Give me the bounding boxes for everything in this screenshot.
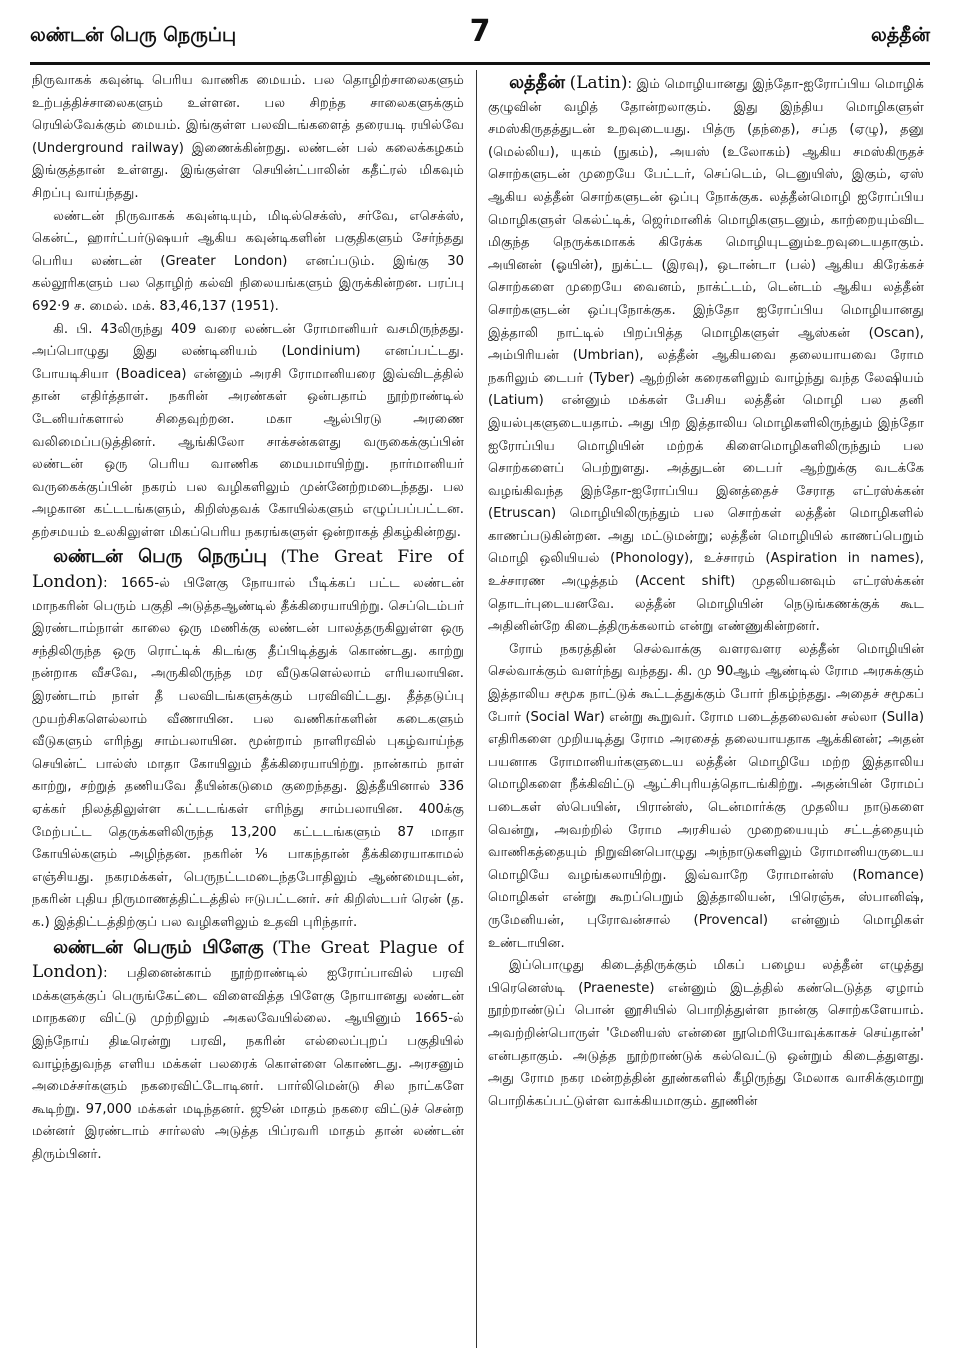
left-column: [32, 70, 464, 1352]
column-divider: [476, 70, 477, 1348]
running-head-right: லத்தீன்: [871, 24, 930, 46]
running-head-left: லண்டன் பெரு நெருப்பு: [30, 24, 237, 46]
header-rule: [30, 62, 930, 65]
paragraph: ரோம் நகரத்தின் செல்வாக்கு வளரவளர லத்தீன் மொழியின் செல்வாக்கும் வளர்ந்து வந்தது. கி. மு 90ஆம் ஆண்டில் ரோம அரசுக்கும் இத்தாலிய சமூக நாட்டுக் கூட்டத்துக்கும் போர் நிகழ்ந்தது. அதைச் சமூகப் போர் (Social War) என்று கூறுவர். ரோம படைத்தலைவன் சல்லா (Sulla) எதிரிகளை முறியடித்து ரோம அரசைத் தலையாயதாக ஆக்கினன்; அதன் பயனாக ரோமானியர்களுடைய லத்தீன் மொழியே மற்ற இத்தாலிய மொழிகளை நீக்கிவிட்டு ஆட்சிபுரியத்தொடங்கிற்று. அதன்பின் ரோமப் படைகள் ஸ்பெயின், பிரான்ஸ், டென்மார்க்கு முதலிய நாடுகளை வென்று, அவற்றில் ரோம அரசியல் முறையையும் சட்டத்தையும் வாணிகத்தையும் நிறுவினபொழுது அந்நாடுகளிலும் ரோமானியருடைய மொழியே வழங்கலாயிற்று. இவ்வாறே ரோமான்ஸ் (Romance) மொழிகள் என்று கூறப்பெறும் இத்தாலியன், பிரெஞ்சு, ஸ்பானிஷ், ருமேனியன், புரோவன்சால் (Provencal) என்னும் மொழிகள் உண்டாயின.: [488, 641, 924, 951]
headword: லத்தீன்: [509, 72, 565, 93]
entry-text: : இம் மொழியானது இந்தோ-ஐரோப்பிய மொழிக் குழுவின் வழித் தோன்றலாகும். இது இந்திய மொழிகளுள் சமஸ்கிருதத்துடன் உறவுடையது. பித்ரு (தந்தை), சப்த (ஏழு), தனு (மெல்லிய), யுகம் (நுகம்), அயஸ் (உலோகம்) ஆகிய சமஸ்கிருதச் சொற்களுடன் முறையே பேட்டர், செப்டெம், டெனுயிஸ், இகும், ஏஸ் ஆகிய லத்தீன் சொற்களுடன் ஒப்பு நோக்குக. லத்தீன்மொழி ஐரோப்பிய மொழிகளுள் கெல்ட்டிக், ஜெர்மானிக் மொழிகளுடனும், காற்றையும்விட மிகுந்த நெருக்கமாகக் கிரேக்க மொழியுடனும்உறவுடையதாகும். அயினன் (ஓயின்), நுக்ட்ட (இரவு), ஒடான்டா (பல்) ஆகிய கிரேக்கச் சொற்களை முறையே வைனம், நாக்ட்டம், டென்டம் ஆகிய லத்தீன் சொற்களுடன் ஒப்புநோக்குக. இந்தோ ஐரோப்பிய மொழியானது இத்தாலி நாட்டில் பிறப்பித்த மொழிகளுள் ஆஸ்கன் (Oscan), அம்பிரியன் (Umbrian), லத்தீன் ஆகியவை தலையாயவை ரோம நகரிலும் டைபர் (Tyber) ஆற்றின் கரைகளிலும் வாழ்ந்து வந்த லேஷியம் (Latium) என்னும் மக்கள் பேசிய லத்தீன் மொழி பல தனி இயல்புகளுடையதாம். அது பிற இத்தாலிய மொழிகளிலிருந்தும் இந்தோ ஐரோப்பிய மொழியின் மற்றக் கிளைமொழிகளிலிருந்தும் பல சொற்களைப் பெற்றுளது. அத்துடன் டைபர் ஆற்றுக்கு வடக்கே வழங்கிவந்த இந்தோ-ஐரோப்பிய இனத்தைச் சேராத எட்ரஸ்க்கன் (Etruscan) மொழியிலிருந்தும் பல சொற்கள் லத்தீன் மொழிகளில் காணப்படுகின்றன. அது மட்டுமன்று; லத்தீன் மொழியில் காணப்பெறும் மொழி ஒலியியல் (Phonology), உச்சாரம் (Aspiration in names), உச்சாரண அழுத்தம் (Accent shift) முதலியனவும் எட்ரஸ்க்கன் தொடர்புடையனவே. லத்தீன் மொழியின் நெடுங்கணக்குக் கூட அதினின்றே கிடைத்திருக்கலாம் என்று எண்ணுகின்றனர்.: [488, 77, 924, 635]
right-column: [488, 70, 924, 1352]
headword-latin: (The Great Plague of London): [32, 937, 464, 983]
paragraph: கி. பி. 43லிருந்து 409 வரை லண்டன் ரோமானியர் வசமிருந்தது. அப்பொழுது இது லண்டினியம் (Londinium) எனப்பட்டது. போயடிசியா (Boadicea) என்னும் அரசி ரோமானியரை இவ்விடத்தில் தான் எதிர்த்தாள். நகரின் அரண்கள் ஒன்பதாம் நூற்றாண்டில் டேனியர்களால் சிதைவுற்றன. மகா ஆல்பிரடு அரணை வலிமைப்படுத்தினர். ஆங்கிலோ சாக்சன்களது வருகைக்குப்பின் லண்டன் ஒரு பெரிய வாணிக மையமாயிற்று. நார்மானியர் வருகைக்குப்பின் நகரம் பல வழிகளிலும் முன்னேற்றமடைந்தது. பல அழகான கட்டடங்களும், கிறிஸ்தவக் கோயில்களும் எழுப்பப்பட்டன. தற்சமயம் உலகிலுள்ள மிகப்பெரிய நகரங்களுள் ஒன்றாகத் திகழ்கின்றது.: [32, 321, 464, 540]
paragraph: இப்பொழுது கிடைத்திருக்கும் மிகப் பழைய லத்தீன் எழுத்து பிரெனெஸ்டி (Praeneste) என்னும் இடத்தில் கண்டெடுத்த ஏழாம் நூற்றாண்டுப் பொன் னூசியில் பொறித்துள்ள நான்கு சொற்களேயாம். அவற்றின்பொருள் 'மேனியஸ் என்னை நூமெரியோவுக்காகச் செய்தான்' என்பதாகும். அடுத்த நூற்றாண்டுக் கல்வெட்டு ஒன்றும் கிடைத்துளது. அது ரோம நகர மன்றத்தின் தூண்களில் கீழிருந்து மேலாக வாசிக்குமாறு பொறிக்கப்பட்டுள்ள வாக்கியமாகும். தூணின்: [488, 958, 924, 1109]
headword-latin: (Latin): [569, 73, 628, 93]
entry-latin: [488, 72, 924, 639]
entry-text: : பதினைன்காம் நூற்றாண்டில் ஐரோப்பாவில் பரவி மக்களுக்குப் பெருங்கேட்டை விளைவித்த பிளேகு நோயானது லண்டன் மாநகரை விட்டு முற்றிலும் அகலவேயில்லை. ஆயினும் 1665-ல் இந்நோய் திடீரென்று பரவி, நகரின் எல்லைப்புறப் பகுதியில் வாழ்ந்துவந்த எளிய மக்கள் பலரைக் கொள்ளை கொண்டது. அரசனும் அமைச்சர்களும் நகரைவிட்டோடினர். பார்லிமென்டு சில நாட்களே கூடிற்று. 97,000 மக்கள் மடிந்தனர். ஜூன் மாதம் நகரை விட்டுச் சென்ற மன்னர் இரண்டாம் சார்லஸ் அடுத்த பிப்ரவரி மாதம் தான் லண்டன் திரும்பினர்.: [32, 966, 464, 1162]
headword: லண்டன் பெரு நெருப்பு: [53, 546, 267, 568]
page-number: 7: [469, 14, 491, 49]
entry-great-fire: [32, 546, 464, 934]
paragraph: லண்டன் நிருவாகக் கவுன்டியும், மிடில்செக்ஸ், சர்வே, எசெக்ஸ், கென்ட், ஹார்ட்பர்டுஷயர் ஆகிய கவுன்டிகளின் பகுதிகளும் சேர்ந்தது பெரிய லண்டன் (Greater London) எனப்படும். இங்கு 30 கல்லூரிகளும் பல தொழிற் கல்வி நிலையங்களும் இருக்கின்றன. பரப்பு 692·9 ச. மைல். மக். 83,46,137 (1951).: [32, 208, 464, 314]
headword: லண்டன் பெரும் பிளேகு: [53, 936, 264, 958]
entry-great-plague: [32, 937, 464, 1167]
page-header: [30, 14, 930, 60]
headword-latin: (The Great Fire of London): [32, 547, 464, 593]
paragraph: நிருவாகக் கவுன்டி பெரிய வாணிக மையம். பல தொழிற்சாலைகளும் உற்பத்திச்சாலைகளும் உள்ளன. பல சிறந்த சாலைகளுக்கும் ரெயில்வேக்கும் மையம். இங்குள்ள பலவிடங்களைத் தரையடி ரயில்வே (Underground railway) இணைக்கின்றது. லண்டன் பல் கலைக்கழகம் இங்குத்தான் உள்ளது. இங்குள்ள செயின்ட்பாலின் கதீட்ரல் மிகவும் சிறப்பு வாய்ந்தது.: [32, 73, 464, 201]
entry-text: : 1665-ல் பிளேகு நோயால் பீடிக்கப் பட்ட லண்டன் மாநகரின் பெரும் பகுதி அடுத்தஆண்டில் தீக்கிரையாயிற்று. செப்டெம்பர் இரண்டாம்நாள் காலை ஒரு மணிக்கு லண்டன் பாலத்தருகிலுள்ள ஒரு சந்திலிருந்த ஒரு ரொட்டிக் கிடங்கு தீப்பிடித்துக் கொண்டது. காற்று நன்றாக வீசவே, அருகிலிருந்த மர வீடுகளெல்லாம் எரியலாயின. இரண்டாம் நாள் தீ பலவிடங்களுக்கும் பரவிவிட்டது. தீத்தடுப்பு முயற்சிகளெல்லாம் வீணாயின. பல வணிகர்களின் கடைகளும் வீடுகளும் எரிந்து சாம்பலாயின. மூன்றாம் நாளிரவில் புகழ்வாய்ந்த செயின்ட் பால்ஸ் மாதா கோயிலும் தீக்கிரையாயிற்று. நான்காம் நாள் காற்று, சற்றுத் தணியவே தீயின்கடுமை குறைந்தது. இத்தீயினால் 336 ஏக்கர் நிலத்திலுள்ள கட்டடங்கள் எரிந்து சாம்பலாயின. 400க்கு மேற்பட்ட தெருக்களிலிருந்த 13,200 கட்டடங்களும் 87 மாதா கோயில்களும் அழிந்தன. நகரின் ⅙ பாகந்தான் தீக்கிரையாகாமல் எஞ்சியது. நகரமக்கள், பெருநட்டமடைந்தபோதிலும் ஆண்மையுடன், நகரின் புதிய நிருமாணத்திட்டத்தில் ஈடுபட்டனர். சர் கிறிஸ்டபர் ரென் (த. க.) இத்திட்டத்திற்குப் பல வழிகளிலும் உதவி புரிந்தார்.: [32, 576, 464, 930]
